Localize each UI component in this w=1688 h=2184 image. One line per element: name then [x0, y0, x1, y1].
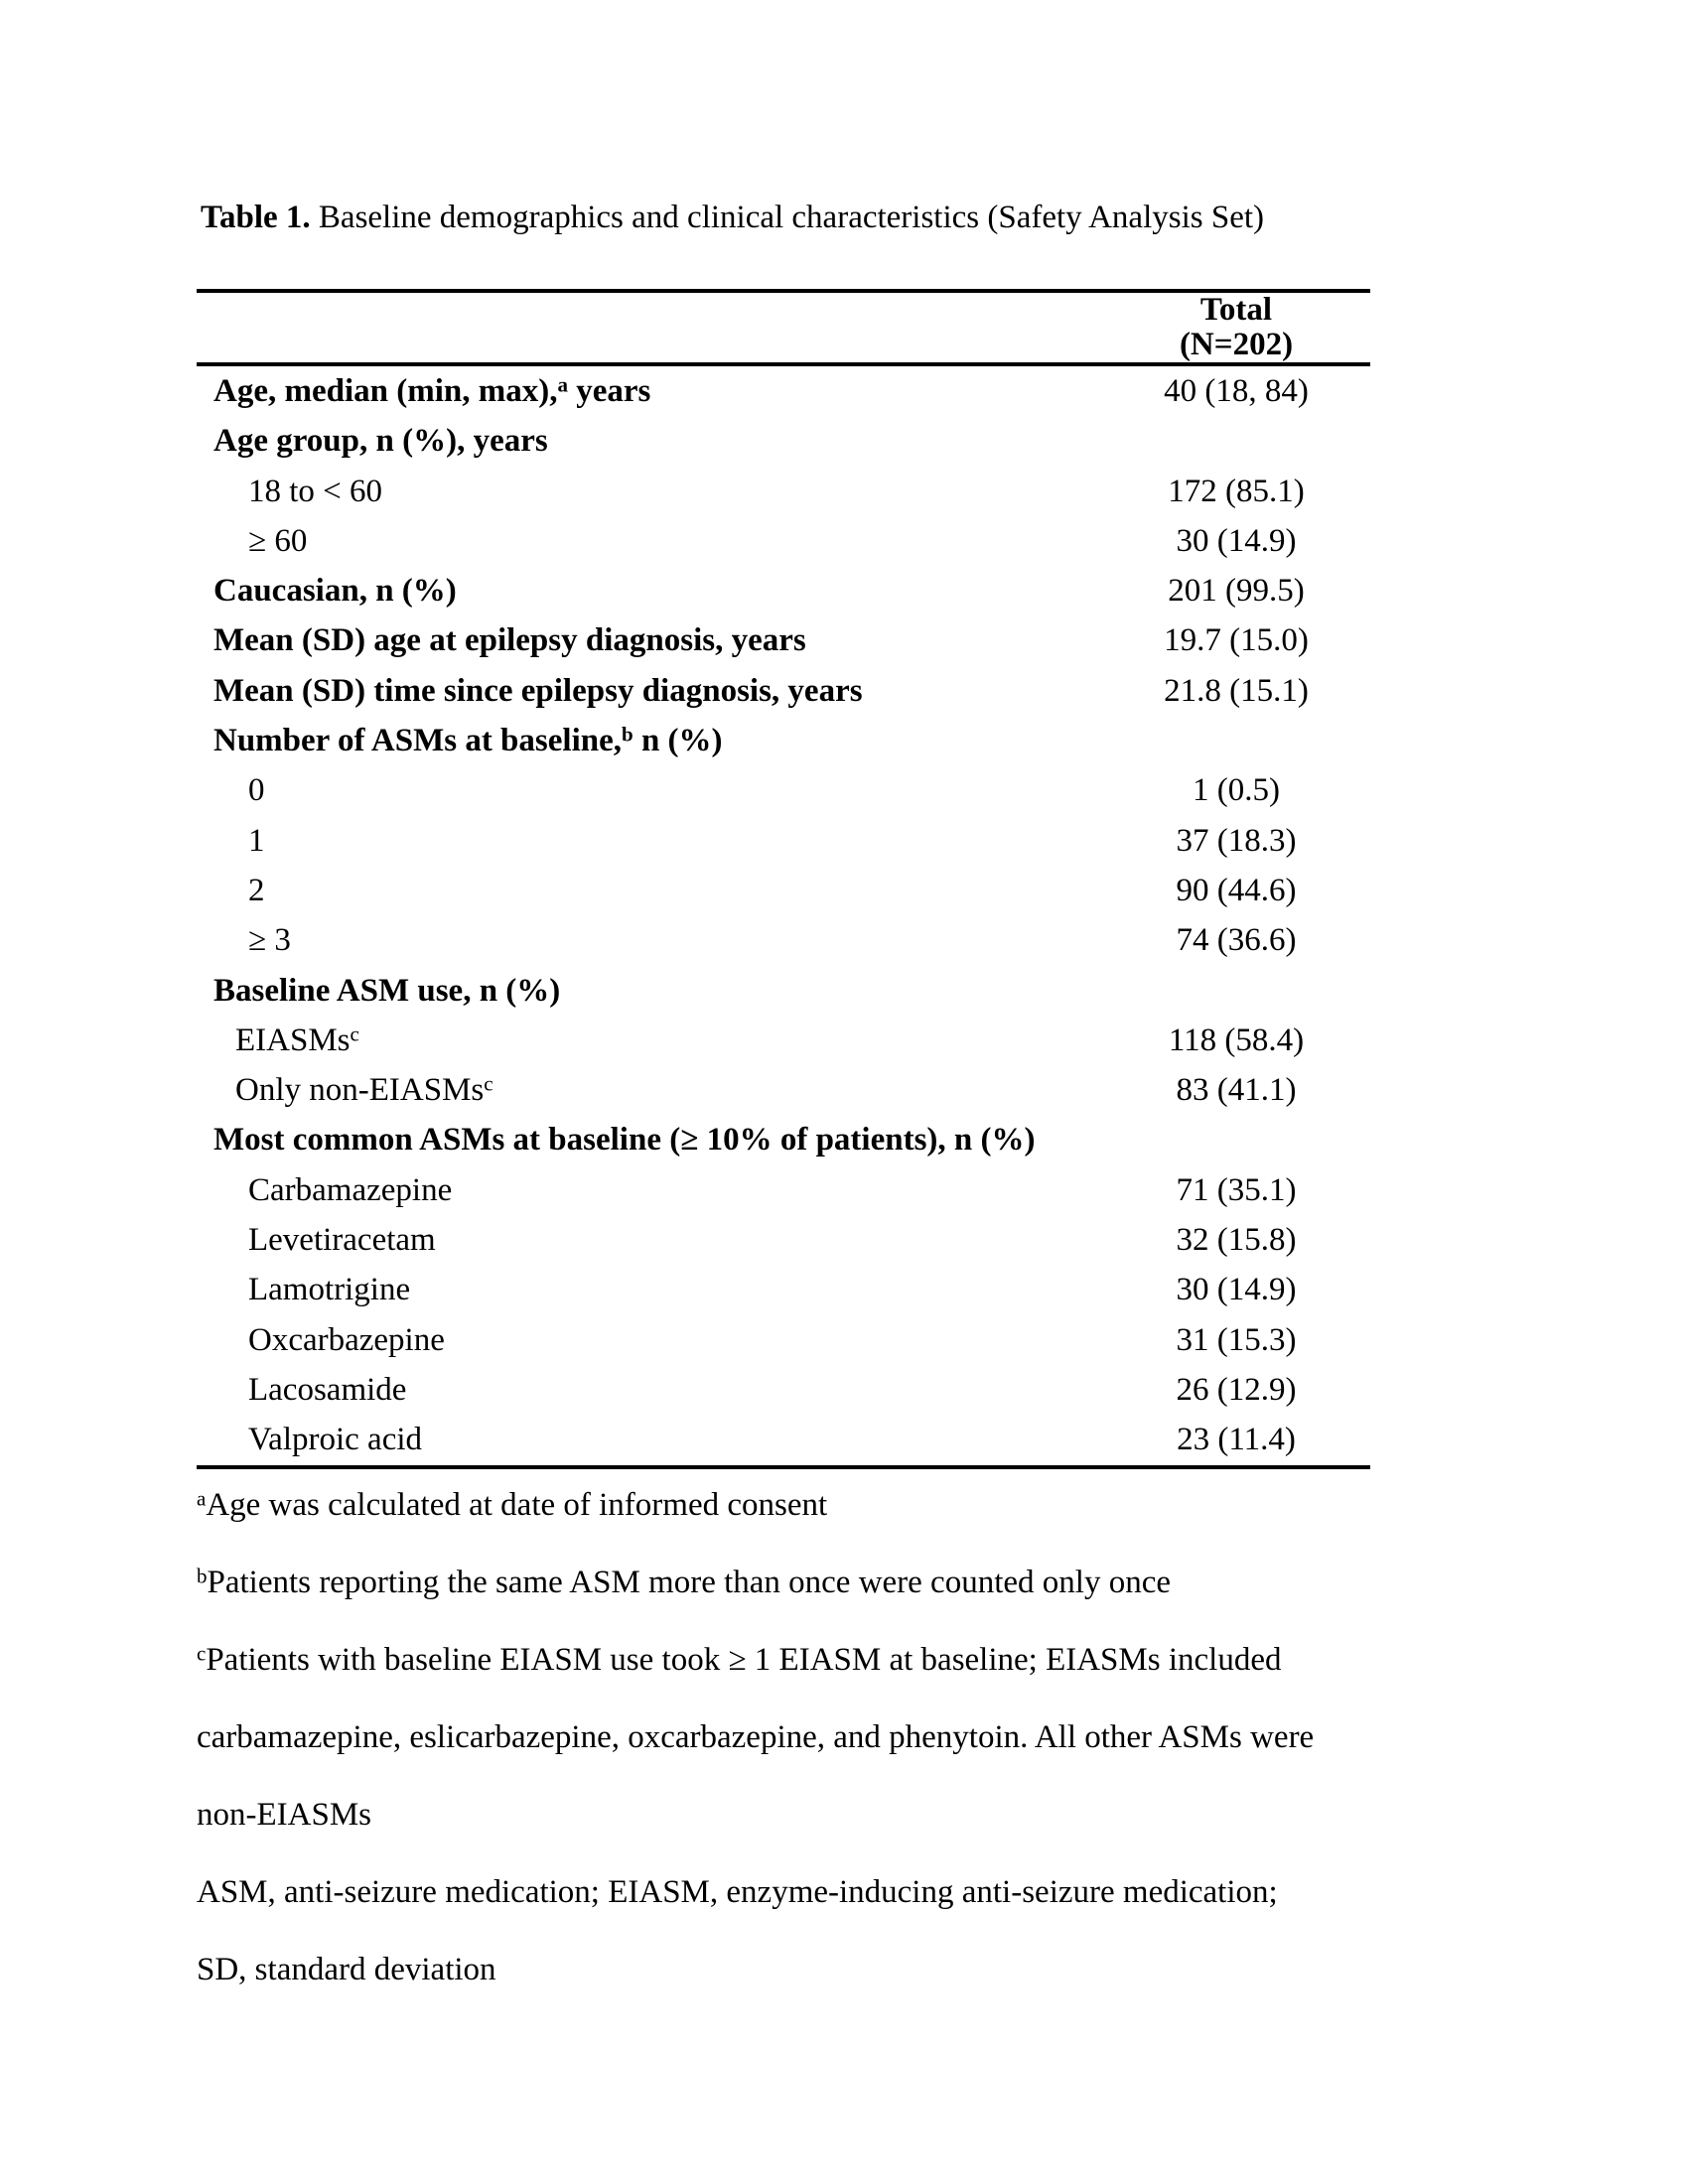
row-label-text: Oxcarbazepine: [248, 1321, 445, 1358]
footnote-line: [197, 1853, 1507, 1931]
row-value: 1 (0.5): [1193, 772, 1280, 809]
row-value: 21.8 (15.1): [1164, 672, 1309, 709]
table-header-row: [197, 293, 1370, 366]
row-label: [197, 666, 1102, 716]
row-label: [197, 615, 1102, 665]
table-row: [197, 1365, 1370, 1415]
row-label: [197, 1265, 1102, 1314]
row-value: [1102, 416, 1370, 466]
row-label-text: Carbamazepine: [248, 1171, 453, 1208]
footnote-marker: a: [197, 1486, 207, 1511]
row-label: [197, 716, 1102, 765]
row-label-text: Only non-EIASMs: [235, 1072, 485, 1109]
table-row: [197, 1115, 1370, 1164]
row-label-text-after: n (%): [633, 723, 723, 759]
row-label: [197, 1365, 1102, 1415]
footnote-text: SD, standard deviation: [197, 1952, 496, 1987]
row-label-text: Age group, n (%), years: [213, 423, 548, 460]
row-value: 83 (41.1): [1176, 1072, 1297, 1109]
table-row: [197, 866, 1370, 915]
row-label: [197, 966, 1102, 1016]
footnote-marker: b: [197, 1564, 208, 1588]
row-label-text: Valproic acid: [248, 1422, 423, 1458]
footnote-text: Patients with baseline EIASM use took ≥ 1 EIASM at baseline; EIASMs included: [206, 1642, 1282, 1678]
row-label-text: Caucasian, n (%): [213, 573, 457, 610]
row-label: [197, 915, 1102, 965]
row-value: 40 (18, 84): [1164, 373, 1309, 409]
row-label-text: EIASMs: [235, 1022, 351, 1058]
footnote-marker: c: [197, 1641, 207, 1666]
row-label-text: 1: [248, 822, 265, 859]
table-row: [197, 416, 1370, 466]
row-label: [197, 467, 1102, 516]
row-label: [197, 1016, 1102, 1065]
table-row: [197, 1016, 1370, 1065]
row-label-text: Age, median (min, max),: [213, 373, 558, 409]
table-caption-label: Table 1.: [201, 200, 311, 235]
table-row: [197, 1415, 1370, 1464]
row-label: [197, 366, 1102, 416]
table-row: [197, 966, 1370, 1016]
row-value: 30 (14.9): [1176, 522, 1297, 559]
row-label: [197, 816, 1102, 866]
row-value: 23 (11.4): [1177, 1422, 1296, 1458]
footnote-marker: b: [622, 722, 633, 747]
row-value: [1102, 716, 1370, 765]
row-value: 19.7 (15.0): [1164, 622, 1309, 659]
table-row: [197, 1215, 1370, 1265]
row-label-text: 2: [248, 872, 265, 908]
row-value: 26 (12.9): [1176, 1371, 1297, 1408]
row-value: [1102, 1115, 1370, 1164]
row-label-text: Lacosamide: [248, 1371, 407, 1408]
row-label: [197, 866, 1102, 915]
row-label: [197, 516, 1102, 566]
demographics-table: [197, 289, 1370, 1469]
row-label: [197, 1315, 1102, 1365]
table-header-n: (N=202): [1179, 327, 1294, 362]
table-row: [197, 1265, 1370, 1314]
table-row: [197, 915, 1370, 965]
row-value: 90 (44.6): [1176, 872, 1297, 908]
row-value: [1102, 966, 1370, 1016]
row-label-text: 0: [248, 772, 265, 809]
row-label-text: ≥ 3: [248, 922, 291, 959]
row-label-text: 18 to < 60: [248, 473, 383, 509]
row-label-text: Lamotrigine: [248, 1272, 411, 1308]
footnote-text: Age was calculated at date of informed consent: [206, 1487, 828, 1523]
row-value: 71 (35.1): [1176, 1171, 1297, 1208]
table-row: [197, 765, 1370, 815]
table-row: [197, 566, 1370, 615]
footnote-line: [197, 1776, 1507, 1853]
row-label: [197, 416, 1102, 466]
row-value: 118 (58.4): [1168, 1022, 1305, 1058]
footnote-text: carbamazepine, eslicarbazepine, oxcarbazepine, and phenytoin. All other ASMs were: [197, 1719, 1315, 1755]
table-header-total: Total: [1199, 292, 1273, 328]
row-label-text: Most common ASMs at baseline (≥ 10% of patients), n (%): [213, 1122, 1036, 1159]
row-value: 37 (18.3): [1176, 822, 1297, 859]
row-value: 201 (99.5): [1168, 573, 1305, 610]
table-row: [197, 516, 1370, 566]
footnote-marker: a: [557, 372, 568, 397]
table-row: [197, 1315, 1370, 1365]
table-row: [197, 1065, 1370, 1115]
table-row: [197, 1165, 1370, 1215]
row-label: [197, 1415, 1102, 1464]
row-value: 172 (85.1): [1168, 473, 1305, 509]
table-body: [197, 366, 1370, 1465]
footnote-text: non-EIASMs: [197, 1797, 372, 1833]
footnote-line: [197, 1699, 1507, 1776]
footnote-line: [197, 1621, 1507, 1699]
footnote-marker: c: [484, 1071, 493, 1096]
table-row: [197, 467, 1370, 516]
row-label-text: Mean (SD) time since epilepsy diagnosis, years: [213, 672, 863, 709]
row-label-text: Levetiracetam: [248, 1222, 436, 1259]
row-label: [197, 1215, 1102, 1265]
table-row: [197, 366, 1370, 416]
footnote-text: Patients reporting the same ASM more than once were counted only once: [207, 1565, 1171, 1600]
table-header-label-col: [197, 293, 1102, 362]
row-label-text: Baseline ASM use, n (%): [213, 972, 561, 1009]
row-value: 32 (15.8): [1176, 1222, 1297, 1259]
table-row: [197, 716, 1370, 765]
row-label-text: Mean (SD) age at epilepsy diagnosis, years: [213, 622, 806, 659]
footnote-text: ASM, anti-seizure medication; EIASM, enzyme-inducing anti-seizure medication;: [197, 1874, 1278, 1910]
table-footnotes: [197, 1466, 1507, 2008]
footnote-line: [197, 1466, 1507, 1544]
table-row: [197, 816, 1370, 866]
footnote-line: [197, 1544, 1507, 1621]
row-label: [197, 1165, 1102, 1215]
table-row: [197, 666, 1370, 716]
table-row: [197, 615, 1370, 665]
row-label: [197, 765, 1102, 815]
row-value: 31 (15.3): [1176, 1321, 1297, 1358]
row-label: [197, 1065, 1102, 1115]
row-label: [197, 566, 1102, 615]
row-label: [197, 1115, 1102, 1164]
row-label-text: ≥ 60: [248, 522, 308, 559]
row-value: 30 (14.9): [1176, 1272, 1297, 1308]
row-value: 74 (36.6): [1176, 922, 1297, 959]
table-caption: [201, 199, 1264, 236]
row-label-text: Number of ASMs at baseline,: [213, 723, 622, 759]
footnote-marker: c: [350, 1022, 359, 1046]
row-label-text-after: years: [567, 373, 651, 409]
footnote-line: [197, 1931, 1507, 2008]
table-header-value-col: [1102, 293, 1370, 362]
table-caption-text: Baseline demographics and clinical characteristics (Safety Analysis Set): [310, 200, 1265, 235]
